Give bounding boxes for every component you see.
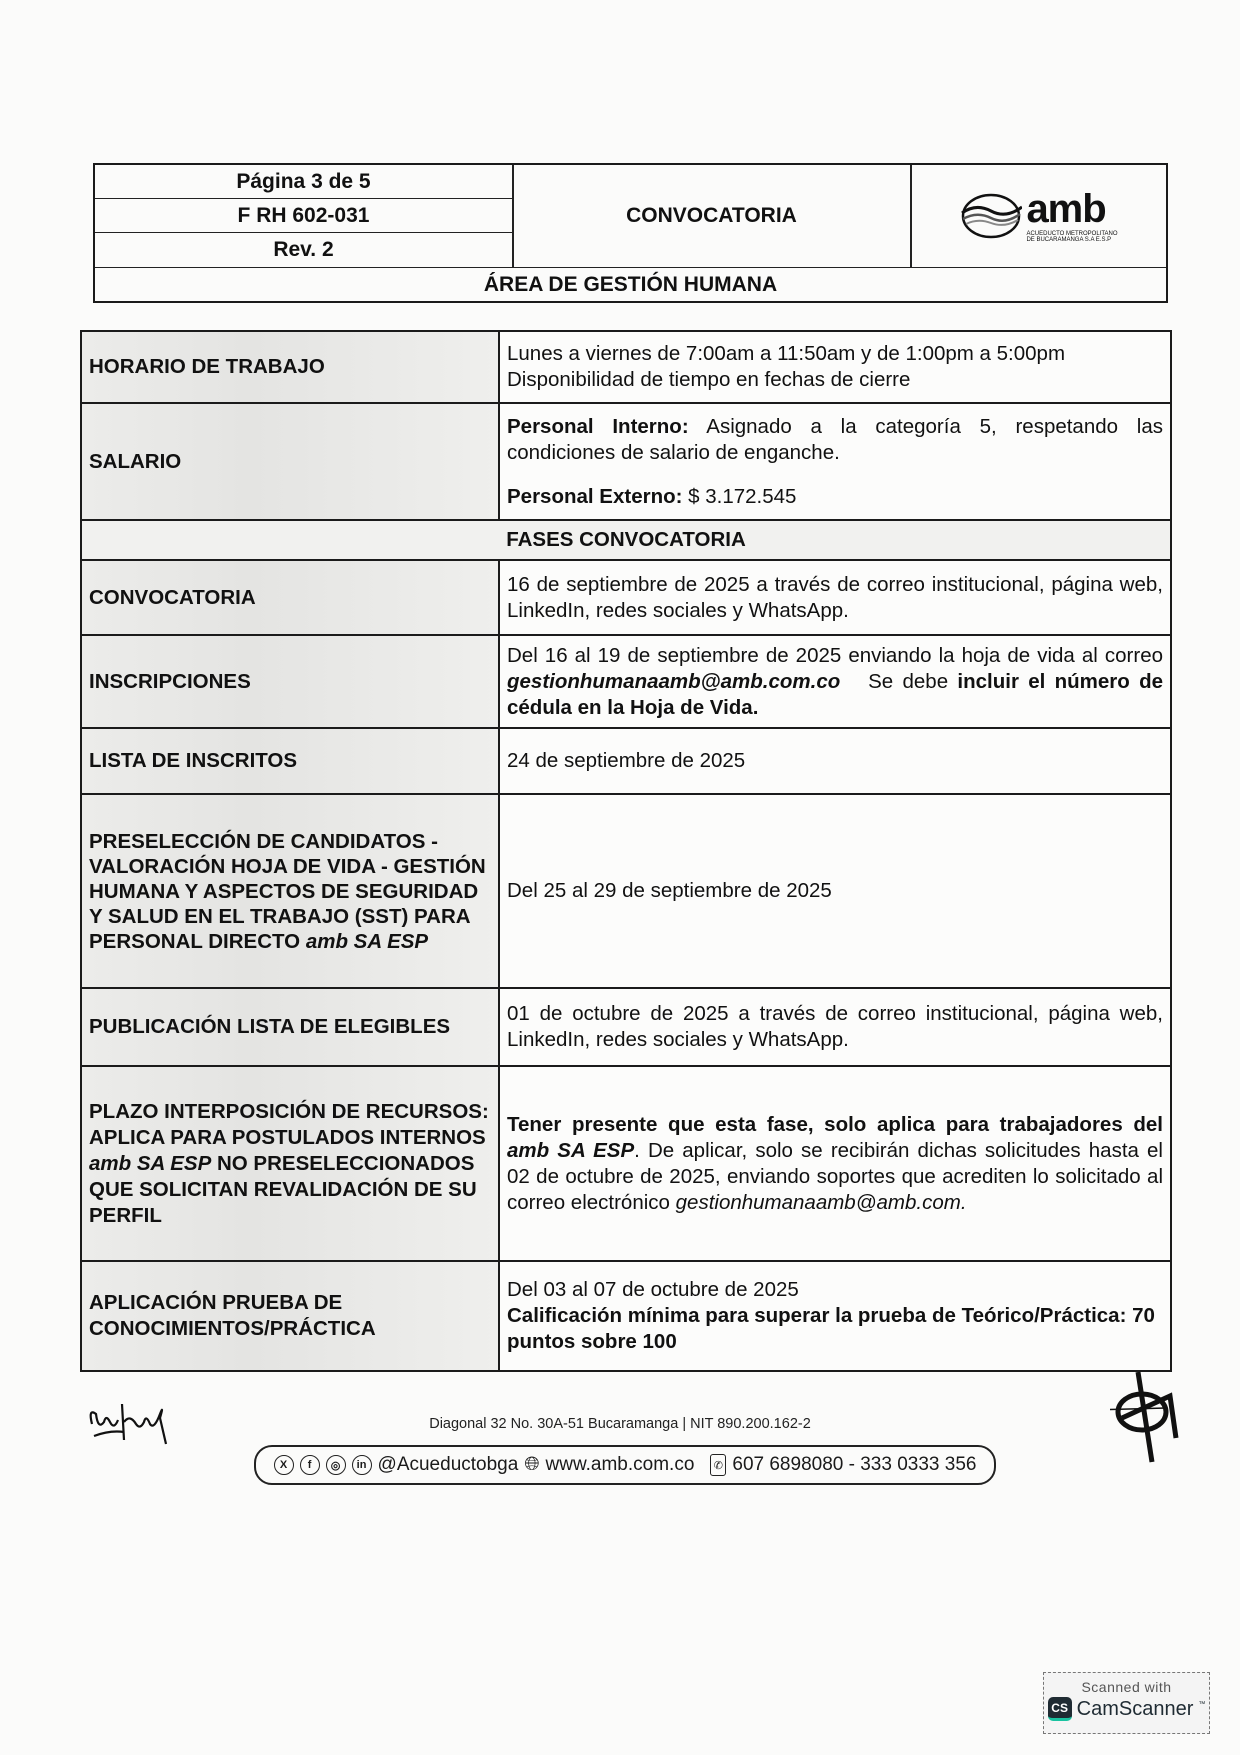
row-value: Del 25 al 29 de septiembre de 2025 — [499, 794, 1171, 988]
camscanner-logo-icon: CS — [1048, 1697, 1072, 1721]
instagram-icon[interactable]: ◎ — [326, 1455, 346, 1475]
schedule-line: Lunes a viernes de 7:00am a 11:50am y de 1:00pm a 5:00pm — [507, 342, 1066, 365]
row-label: CONVOCATORIA — [81, 560, 499, 635]
revision: Rev. 2 — [273, 238, 334, 261]
logo-brand: amb — [1026, 187, 1106, 231]
table-row — [81, 988, 1171, 1066]
row-value: Tener presente que esta fase, solo aplica para trabajadores del amb SA ESP. De aplicar, solo se recibirán dichas solicitudes hasta el 02 de octubre de 2025, enviando soportes que acrediten lo solicitado al correo electrónico gestionhumanaamb@amb.com. — [499, 1066, 1171, 1261]
row-value — [499, 403, 1171, 520]
table-row — [81, 1066, 1171, 1261]
test-dates: Del 03 al 07 de octubre de 2025 — [507, 1278, 799, 1301]
document-title: CONVOCATORIA — [626, 204, 797, 227]
linkedin-icon[interactable]: in — [352, 1455, 372, 1475]
logo-subtitle: ACUEDUCTO METROPOLITANO — [1026, 231, 1118, 237]
website-link[interactable]: www.amb.com.co — [545, 1454, 695, 1475]
row-label: PUBLICACIÓN LISTA DE ELEGIBLES — [81, 988, 499, 1066]
phone-icon: ✆ — [710, 1454, 726, 1476]
footer-contact-bar — [254, 1445, 996, 1485]
table-row — [81, 728, 1171, 794]
area-title: ÁREA DE GESTIÓN HUMANA — [95, 267, 1166, 302]
footer-address: Diagonal 32 No. 30A-51 Bucaramanga | NIT 890.200.162-2 — [429, 1416, 811, 1432]
table-row — [81, 635, 1171, 728]
salary-internal: Personal Interno: Asignado a la categoría 5, respetando las condiciones de salario de enganche. — [507, 414, 1163, 464]
availability-line: Disponibilidad de tiempo en fechas de cierre — [507, 368, 911, 391]
email-link[interactable]: gestionhumanaamb@amb.com.co — [507, 669, 841, 693]
row-label: SALARIO — [81, 403, 499, 520]
section-title: FASES CONVOCATORIA — [81, 520, 1171, 560]
row-value: 24 de septiembre de 2025 — [499, 728, 1171, 794]
camscanner-badge: Scanned with CS CamScanner ™ — [1043, 1672, 1210, 1734]
row-value: 16 de septiembre de 2025 a través de correo institucional, página web, LinkedIn, redes sociales y WhatsApp. — [499, 560, 1171, 635]
section-row — [81, 520, 1171, 560]
salary-external: Personal Externo: $ 3.172.545 — [507, 484, 797, 508]
row-label: PRESELECCIÓN DE CANDIDATOS - VALORACIÓN HOJA DE VIDA - GESTIÓN HUMANA Y ASPECTOS DE SEGURIDAD Y SALUD EN EL TRABAJO (SST) PARA PERSONAL DIRECTO amb SA ESP — [81, 794, 499, 988]
row-label: HORARIO DE TRABAJO — [81, 331, 499, 403]
form-code: F RH 602-031 — [95, 199, 512, 233]
globe-icon: 🌐︎ — [524, 1454, 540, 1475]
phone-numbers: 607 6898080 - 333 0333 356 — [732, 1454, 977, 1475]
amb-logo — [912, 165, 1166, 267]
table-row — [81, 1261, 1171, 1371]
x-icon[interactable]: X — [274, 1455, 294, 1475]
table-row — [81, 403, 1171, 520]
table-row — [81, 560, 1171, 635]
table-row — [81, 794, 1171, 988]
row-value: 01 de octubre de 2025 a través de correo institucional, página web, LinkedIn, redes sociales y WhatsApp. — [499, 988, 1171, 1066]
document-header — [93, 163, 1168, 303]
facebook-icon[interactable]: f — [300, 1455, 320, 1475]
social-handle[interactable]: @Acueductobga — [377, 1454, 519, 1475]
row-label: INSCRIPCIONES — [81, 635, 499, 728]
email-link[interactable]: gestionhumanaamb@amb.com. — [675, 1190, 967, 1214]
row-label: LISTA DE INSCRITOS — [81, 728, 499, 794]
row-value: Del 16 al 19 de septiembre de 2025 enviando la hoja de vida al correo gestionhumanaamb@amb.com.co Se debe incluir el número de cédula en la Hoja de Vida. — [499, 635, 1171, 728]
convocatoria-table — [80, 330, 1172, 1372]
row-value — [499, 331, 1171, 403]
row-label: PLAZO INTERPOSICIÓN DE RECURSOS: APLICA PARA POSTULADOS INTERNOS amb SA ESP NO PRESELECCIONADOS QUE SOLICITAN REVALIDACIÓN DE SU PERFIL — [81, 1066, 499, 1261]
camscanner-brand: CamScanner — [1076, 1697, 1194, 1720]
row-label: APLICACIÓN PRUEBA DE CONOCIMIENTOS/PRÁCTICA — [81, 1261, 499, 1371]
page-number: Página 3 de 5 — [95, 165, 512, 199]
logo-subtitle: DE BUCARAMANGA S.A E.S.P — [1026, 237, 1112, 243]
water-wave-icon — [960, 191, 1022, 241]
min-score: Calificación mínima para superar la prueba de Teórico/Práctica: 70 puntos sobre 100 — [507, 1304, 1155, 1353]
row-value — [499, 1261, 1171, 1371]
table-row — [81, 331, 1171, 403]
badge-caption: Scanned with — [1081, 1679, 1172, 1695]
